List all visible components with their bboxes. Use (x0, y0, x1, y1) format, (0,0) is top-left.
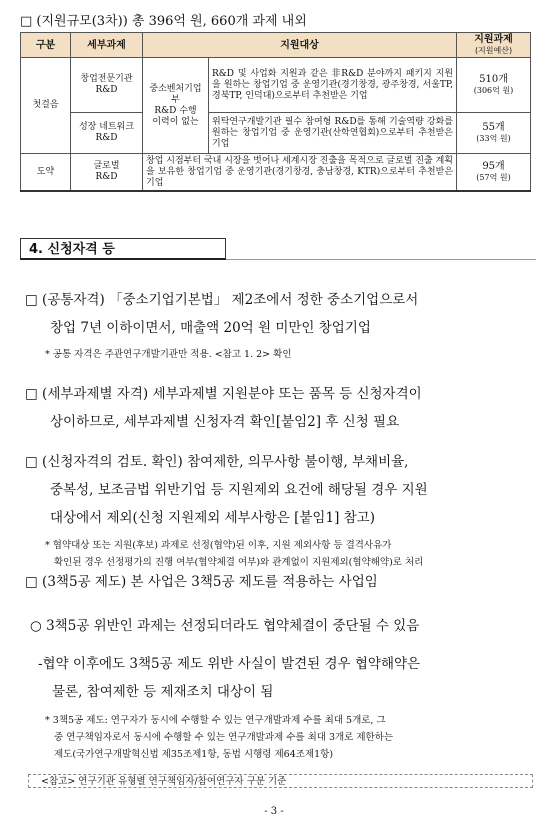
detail-eligibility-paragraph: □ (세부과제별 자격) 세부과제별 지원분야 또는 품목 등 신청자격이 상이하므로, 세부과제별 신청자격 확인[붙임2] 후 신청 필요 (25, 386, 422, 430)
table-row (21, 58, 531, 113)
header-category: 구분 (21, 33, 71, 58)
note-rule-definition: * 3책5공 제도: 연구자가 동시에 수행할 수 있는 연구개발과제 수를 최대 5개로, 그 중 연구책임자로서 동시에 수행할 수 있는 연구개발과제 수를 최대 3개로 제한하는 제도(국가연구개발혁신법 제35조제1항, 동법 시행령 제64조제1항) (45, 715, 394, 760)
table-header-row (21, 33, 531, 58)
note-common: * 공통 자격은 주관연구개발기관만 적용. <참고 1. 2> 확인 (45, 349, 292, 360)
detail-cell: 성장 네트워크 R&D (71, 113, 143, 154)
rule-paragraph: □ (3책5공 제도) 본 사업은 3책5공 제도를 적용하는 사업임 (25, 574, 378, 590)
eligibility-review-paragraph: □ (신청자격의 검토. 확인) 참여제한, 의무사항 불이행, 부채비율, 중복성, 보조금법 위반기업 등 지원제외 요건에 해당될 경우 지원 대상에서 제외(신청 지원제외 세부사항은 [붙임1] 참고) (25, 454, 428, 526)
header-support: 지원과제 (지원예산) (457, 33, 531, 58)
violation-paragraph: ○ 3책5공 위반인 과제는 선정되더라도 협약체결이 중단될 수 있음 (30, 618, 420, 634)
common-eligibility-paragraph: □ (공통자격) 「중소기업기본법」 제2조에서 정한 중소기업으로서 창업 7년 이하이면서, 매출액 20억 원 미만인 창업기업 (25, 292, 419, 336)
support-cell: 55개 (33억 원) (457, 113, 531, 154)
header-detail: 세부과제 (71, 33, 143, 58)
support-table (20, 32, 531, 192)
stage-first-step: 첫걸음 (21, 58, 71, 154)
detail-cell: 창업전문기관 R&D (71, 58, 143, 113)
note-exclusion: * 협약대상 또는 지원(후보) 과제로 선정(협약)된 이후, 지원 제외사항 등 결격사유가 확인된 경우 선정평가의 진행 여부(협약체결 여부)와 관계없이 지원제외(협약해약)로 처리 (45, 540, 424, 568)
target-cell: R&D 및 사업화 지원과 같은 非R&D 분야까지 패키지 지원을 원하는 창업기업 중 운영기관(경기창경, 광주창경, 서울TP, 경북TP, 인덕대)으로부터 추천받은 기업 (209, 58, 457, 113)
page-number: - 3 - (264, 806, 284, 817)
section-title: 4. 신청자격 등 (20, 238, 226, 260)
sanction-paragraph: -협약 이후에도 3책5공 제도 위반 사실이 발견된 경우 협약해약은 물론, 참여제한 등 제재조치 대상이 됨 (38, 656, 421, 700)
table-row (21, 113, 531, 154)
detail-cell: 글로벌 R&D (71, 154, 143, 192)
stage-leap: 도약 (21, 154, 71, 192)
eligibility-cell: 중소벤처기업부 R&D 수행 이력이 없는 (143, 58, 209, 154)
section-divider (226, 259, 536, 260)
header-target: 지원대상 (143, 33, 457, 58)
target-cell: 창업 시점부터 국내 시장을 벗어나 세계시장 진출을 목적으로 글로벌 진출 계획을 보유한 창업기업 중 운영기관(경기창경, 충남창경, KTR)으로부터 추천받은 기업 (143, 154, 457, 192)
support-scale-line: □ (지원규모(3차)) 총 396억 원, 660개 과제 내외 (20, 14, 307, 29)
support-cell: 510개 (306억 원) (457, 58, 531, 113)
reference-box: <참고> 연구기관 유형별 연구책임자/참여연구자 구분 기준 (28, 774, 533, 788)
support-cell: 95개 (57억 원) (457, 154, 531, 192)
table-row (21, 154, 531, 192)
target-cell: 위탁연구개발기관 필수 참여형 R&D를 통해 기술역량 강화를 원하는 창업기업 중 운영기관(산학연협회)으로부터 추천받은 기업 (209, 113, 457, 154)
